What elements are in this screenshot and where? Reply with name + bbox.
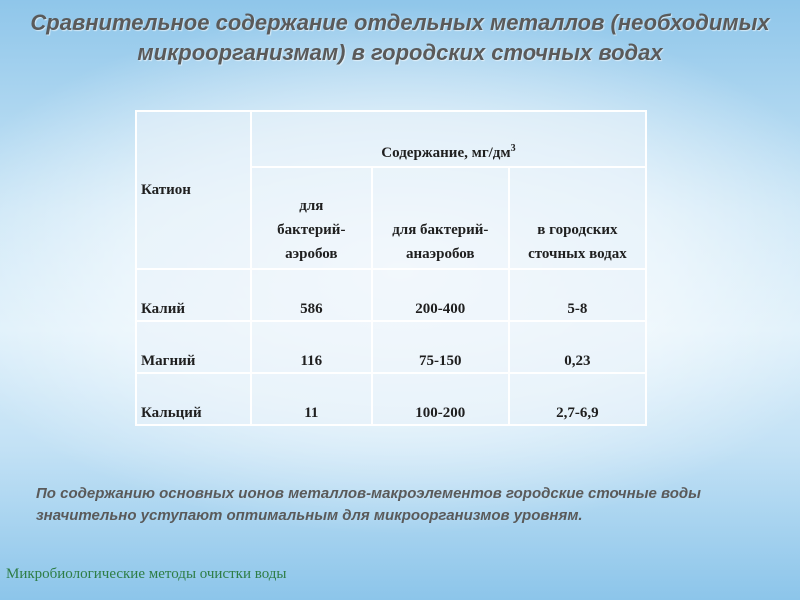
subheader-city-line: сточных водах (528, 246, 627, 262)
slide-title-line-2: микроорганизмам) в городских сточных водах (137, 40, 663, 65)
cation-cell: Калий (136, 269, 251, 321)
content-header-label: Содержание, мг/дм (381, 145, 511, 161)
subheader-aerobes-line: бактерий- (277, 222, 346, 238)
subheader-anaerobes-line: для бактерий- (392, 222, 489, 238)
content-header-unit-exponent: 3 (510, 143, 516, 154)
city-value-cell: 2,7-6,9 (509, 373, 646, 425)
subheader-aerobes (251, 167, 372, 269)
slide-title (0, 8, 800, 68)
content-header (251, 111, 646, 167)
table-header-row (136, 111, 646, 167)
summary-note: По содержанию основных ионов металлов-макроэлементов городские сточные воды значительно уступают оптимальным для микроорганизмов уровням. (36, 485, 701, 524)
cation-cell: Кальций (136, 373, 251, 425)
subheader-anaerobes-line: анаэробов (406, 246, 475, 262)
cation-header: Катион (136, 111, 251, 269)
subheader-anaerobes (372, 167, 509, 269)
aerob-value-cell: 586 (251, 269, 372, 321)
subheader-city-wastewater (509, 167, 646, 269)
anaerob-value-cell: 200-400 (372, 269, 509, 321)
table-row (136, 269, 646, 321)
city-value-cell: 5-8 (509, 269, 646, 321)
footer-caption: Микробиологические методы очистки воды (6, 566, 287, 582)
table-row (136, 373, 646, 425)
subheader-city-line: в городских (537, 222, 618, 238)
aerob-value-cell: 116 (251, 321, 372, 373)
anaerob-value-cell: 75-150 (372, 321, 509, 373)
aerob-value-cell: 11 (251, 373, 372, 425)
cation-cell: Магний (136, 321, 251, 373)
metals-table (135, 110, 647, 426)
subheader-aerobes-line: аэробов (285, 246, 338, 262)
table-row (136, 321, 646, 373)
anaerob-value-cell: 100-200 (372, 373, 509, 425)
subheader-aerobes-line: для (299, 198, 324, 214)
city-value-cell: 0,23 (509, 321, 646, 373)
slide-title-line-1: Сравнительное содержание отдельных металлов (необходимых (30, 10, 770, 35)
